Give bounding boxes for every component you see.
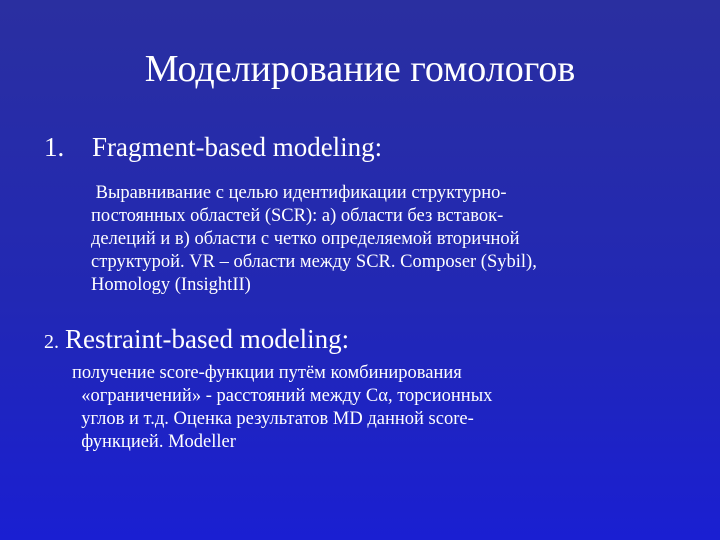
list-item-2-title: Restraint-based modeling:	[65, 324, 350, 354]
body-line: структурой. VR – области между SCR. Composer (Sybil),	[91, 252, 537, 272]
body-line: получение score-функции путём комбинирования	[72, 363, 462, 383]
list-item-2-number: 2.	[44, 331, 59, 353]
list-item-1-number: 1.	[44, 132, 65, 162]
body-line: постоянных областей (SCR): а) области без вставок-	[91, 206, 504, 226]
list-item-1-body	[91, 182, 691, 297]
list-item-2-heading	[44, 322, 349, 359]
body-line: делеций и в) области с четко определяемой вторичной	[91, 229, 520, 249]
list-item-2-body	[72, 362, 652, 454]
body-line: «ограничений» - расстояний между Cα, торсионных	[72, 386, 493, 406]
body-line: Выравнивание с целью идентификации структурно-	[91, 183, 507, 203]
body-line: углов и т.д. Оценка результатов MD данной score-	[72, 409, 474, 429]
slide-title: Моделирование гомологов	[144, 48, 576, 90]
body-line: функцией. Modeller	[72, 432, 236, 452]
body-line: Homology (InsightII)	[91, 275, 251, 295]
list-item-1-heading	[44, 130, 382, 164]
list-item-1-title: Fragment-based modeling:	[92, 132, 383, 162]
